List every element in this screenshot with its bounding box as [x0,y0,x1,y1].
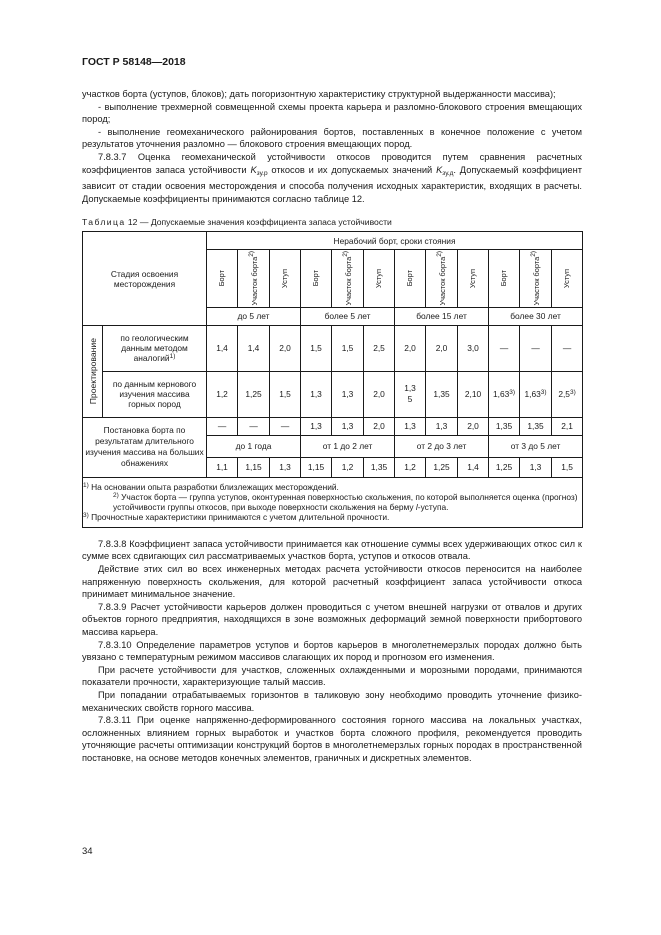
table-note-3: $^{3)}$ Прочностные характеристики принимаются с учетом длительной прочности. [83,511,390,522]
document-page [82,56,582,765]
paragraph: - выполнение геомеханического районирования бортов, поставленных в конечное положение с учетом результатов уточнения разломно — блокового строения вмещающих пород. [82,126,582,150]
period-cell: более 15 лет [395,307,489,325]
nonwork-header: Нерабочий борт, сроки стояния [207,232,583,250]
table-note-2: $^{2)}$ Участок борта — группа уступов, оконтуренная поверхностью скольжения, по которой выполняется оценка (прогноз) устойчивости группы откосов, при выходе поверхности скольжения на берму l-уступа. [113,491,578,512]
paragraph-7-8-3-11: 7.8.3.11 При оценке напряженно-деформированного состояния горного массива на локальных участках, осложненных влиянием горных выработок и участков борта сложного профиля, рекомендуется проводить уточняющие расчеты оптимизации конструкций бортов в многолетнемерзлых горных породах в пространственной постановке, на основе методов конечных элементов, граничных и дискретных элементов. [82,715,582,763]
paragraph: Действие этих сил во всех инженерных методах расчета устойчивости откосов переносится на наиболее напряженную поверхность скольжения, для которой расчетный коэффициент запаса устойчивости откоса принимает минимальное значение. [82,564,582,600]
period-cell: до 1 года [207,435,301,457]
paragraph: При попадании отрабатываемых горизонтов в таликовую зону необходимо проводить уточнение физико-механических свойств горного массива. [82,690,582,713]
table-note-1: $^{1)}$ На основании опыта разработки близлежащих месторождений. [83,481,339,492]
stage-header: Стадия освоения месторождения [83,232,207,326]
paragraph-7-8-3-10: 7.8.3.10 Определение параметров уступов и бортов карьеров в многолетнемерзлых породах должно быть увязано с температурным режимом массивов слагающих их пород и прогнозом его изменения. [82,639,582,663]
table-notes [83,477,583,527]
paragraph-7-8-3-8: 7.8.3.8 Коэффициент запаса устойчивости принимается как отношение суммы всех удерживающих откос сил к сумме всех сдвигающих сил рассматриваемых участков борта, уступов и откосов отвала. [82,538,582,562]
page-number: 34 [82,846,93,857]
period-cell: до 5 лет [207,307,301,325]
table-row: 1,1 1,15 1,3 1,15 1,2 1,35 1,2 1,25 1,4 1,25 1,3 1,5 [83,457,583,477]
paragraph-7-8-3-7: 7.8.3.7 Оценка геомеханической устойчивости откосов проводится путем сравнения расчетных коэффициентов запаса устойчивости $K_{зу.р}$ откосов и их допускаемых значений $K_{зу.д}$. Допускаемый коэффициент зависит от стадии освоения месторождения и способа получения исходных характеристик, входящих в расчеты. Допускаемые коэффициенты принимаются согласно таблице 12. [82,151,582,204]
document-header: ГОСТ Р 58148—2018 [82,56,186,68]
table-row: по данным кернового изучения массива горных пород 1,2 1,25 1,5 1,3 1,3 2,0 1,3 5 1,35 2,10 1,63$^{3)}$ 1,63$^{3)}$ 2,5$^{3)}$ [83,371,583,417]
period-cell: от 1 до 2 лет [301,435,395,457]
period-cell: более 5 лет [301,307,395,325]
design-stage-label: Проектирование [87,338,98,405]
period-cell: от 2 до 3 лет [395,435,489,457]
period-cell: от 3 до 5 лет [489,435,583,457]
paragraph: При расчете устойчивости для участков, сложенных охлажденными и морозными породами, принимаются показатели прочности, характеризующие талый массив. [82,664,582,688]
paragraph: - выполнение трехмерной совмещенной схемы проекта карьера и разломно-блокового строения вмещающих пород; [82,101,582,125]
paragraph: участков борта (уступов, блоков); дать погоризонтную характеристику структурной выдержанности массива); [82,89,556,99]
period-cell: более 30 лет [489,307,583,325]
safety-factor-table: Стадия освоения месторождения Нерабочий борт, сроки стояния Борт Участок борта$^{2)}$ Уступ Борт Участок борта$^{2)}$ Уступ Борт Участок борта$^{2)}$ Уступ Борт Участок борта$^{2)}$ Уступ до 5 лет более 5 лет более 15 лет более 30 лет Проектирование по геологическим данным методом аналогий$^{1)}$ 1,4 1,4 2,0 1,5 1,5 2,5 2,0 2,0 3,0 — — — по данным кернового изучения массива горных пород 1,2 1,25 1,5 1,3 1,3 2,0 1,3 5 1,35 2,10 1,63$^{3)}$ 1,63$^{3)}$ 2,5$^{3)}$ Постановка борта по результатам длительного изучения массива на больших обнажениях — — — 1,3 1,3 2,0 1,3 1,3 2,0 1,35 1,35 2,1 до 1 года от 1 до 2 лет от 2 до 3 лет от 3 до 5 лет 1,1 1,15 1,3 1,15 1,2 1,35 1,2 1,25 1,4 1,25 1,3 1,5 $^{1)}$ На основании опыта разработки близлежащих месторождений. $^{2)}$ Участок борта — группа уступов, оконтуренная поверхностью скольжения, по которой выполняется оценка (прогноз) устойчивости группы откосов, при выходе поверхности скольжения на берму l-уступа. $^{3)}$ Прочностные характеристики принимаются с учетом длительной прочности. [82,231,583,528]
table-row: Постановка борта по результатам длительного изучения массива на больших обнажениях — — — 1,3 1,3 2,0 1,3 1,3 2,0 1,35 1,35 2,1 [83,417,583,435]
paragraph-7-8-3-9: 7.8.3.9 Расчет устойчивости карьеров должен проводиться с учетом внешней нагрузки от отвалов и других объектов горного предприятия, находящихся в зоне возможных деформаций земной поверхности прибортового массива карьера. [82,601,582,638]
table-row: Проектирование по геологическим данным методом аналогий$^{1)}$ 1,4 1,4 2,0 1,5 1,5 2,5 2,0 2,0 3,0 — — — [83,325,583,371]
table-caption: Таблица 12 — Допускаемые значения коэффициента запаса устойчивости [82,217,392,228]
